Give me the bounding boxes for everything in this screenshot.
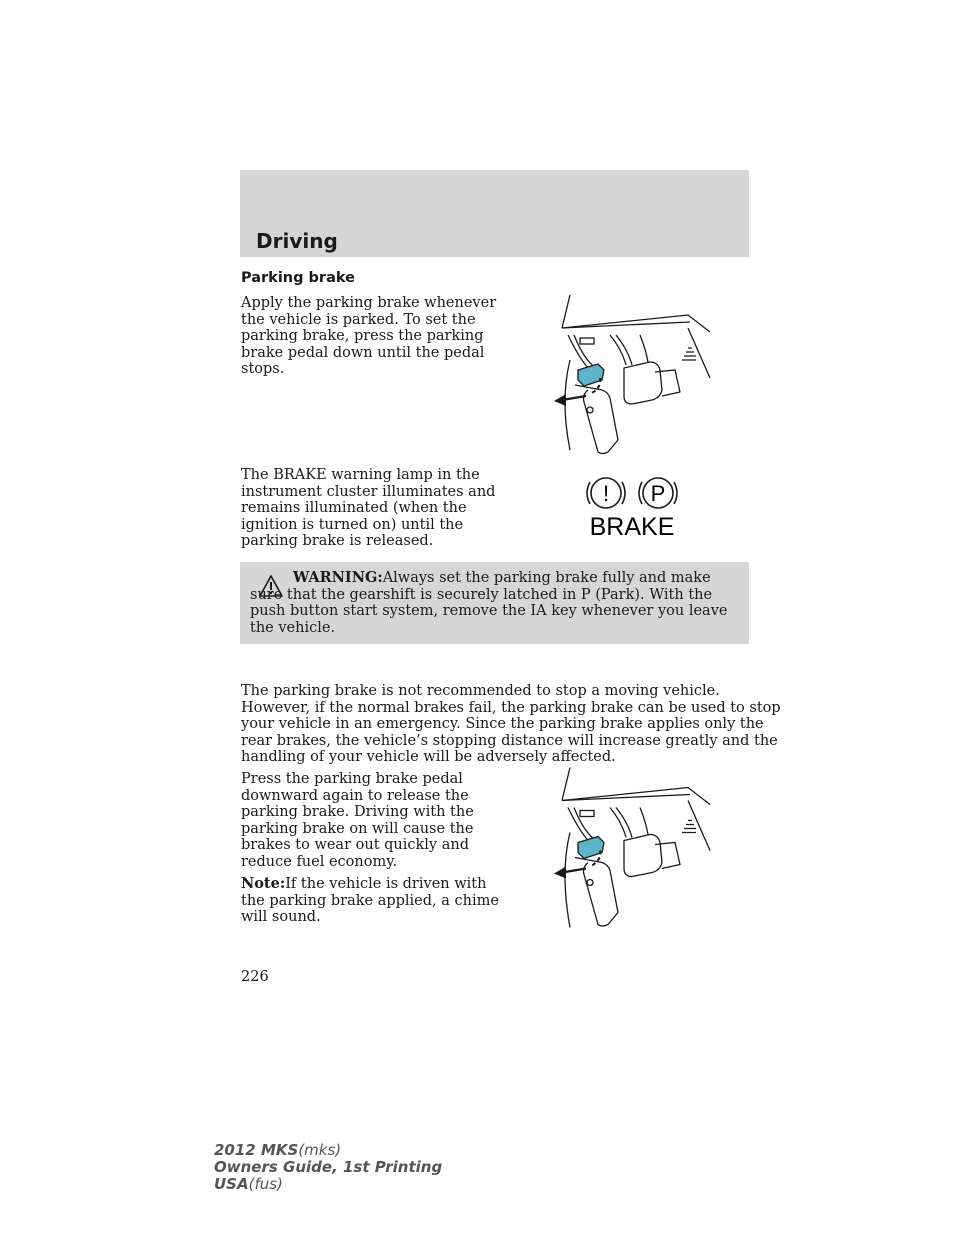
footer-market-code: (fus) — [248, 1175, 283, 1193]
note-line: If the vehicle is driven with — [285, 876, 487, 892]
release-line: Press the parking brake pedal — [241, 771, 463, 787]
release-line: brakes to wear out quickly and — [241, 837, 469, 854]
apply-line: the vehicle is parked. To set the — [241, 311, 476, 328]
lamp-line: remains illuminated (when the — [241, 500, 467, 517]
release-line: parking brake. Driving with the — [241, 804, 474, 821]
section-heading: Parking brake — [241, 270, 355, 286]
footer-model-code: (mks) — [298, 1141, 342, 1159]
parking-brake-pedal-illustration-release — [540, 760, 720, 935]
moving-line: rear brakes, the vehicle’s stopping distance will increase greatly and the — [241, 732, 778, 749]
lamp-line: ignition is turned on) until the — [241, 516, 464, 533]
footer-guide: Owners Guide, 1st Printing — [214, 1158, 443, 1176]
note-label: Note: — [241, 875, 286, 892]
apply-line: Apply the parking brake whenever — [241, 295, 497, 311]
brake-label: BRAKE — [589, 513, 675, 541]
parking-brake-pedal-illustration — [540, 290, 720, 460]
warning-body: Always set the parking brake fully and make sure that the gearshift is securely latched in P (Park). With the push button start system, remove the IA key whenever you leave the vehicle. — [250, 570, 728, 636]
apply-line: parking brake, press the parking — [241, 328, 484, 345]
note-line: will sound. — [241, 909, 321, 926]
moving-line: handling of your vehicle will be adversely affected. — [241, 749, 616, 766]
apply-line: stops. — [241, 361, 285, 378]
footer-market: USA — [214, 1175, 249, 1193]
page-number: 226 — [241, 969, 269, 985]
park-symbol: P — [650, 481, 666, 506]
release-line: reduce fuel economy. — [241, 853, 398, 870]
lamp-line: parking brake is released. — [241, 533, 434, 550]
apply-paragraph — [241, 295, 496, 378]
apply-line: brake pedal down until the pedal — [241, 344, 485, 361]
moving-line: However, if the normal brakes fail, the parking brake can be used to stop — [241, 699, 781, 716]
moving-line: your vehicle in an emergency. Since the parking brake applies only the — [241, 716, 764, 733]
section-title: Driving — [256, 229, 338, 253]
moving-vehicle-paragraph — [241, 683, 781, 766]
lamp-paragraph — [241, 467, 495, 550]
footer-model: 2012 MKS — [214, 1141, 299, 1159]
release-line: downward again to release the — [241, 787, 469, 804]
lamp-line: instrument cluster illuminates and — [241, 483, 496, 500]
warning-text — [250, 570, 738, 636]
lamp-line: The BRAKE warning lamp in the — [241, 467, 480, 483]
brake-warning-lamp-icon — [580, 473, 684, 543]
exclamation-symbol: ! — [602, 481, 610, 506]
warning-label: WARNING: — [293, 569, 383, 586]
moving-line: The parking brake is not recommended to stop a moving vehicle. — [241, 683, 720, 699]
note-line: the parking brake applied, a chime — [241, 892, 499, 909]
note-paragraph — [241, 876, 499, 926]
release-paragraph — [241, 771, 474, 871]
print-footer — [214, 1142, 442, 1193]
release-line: parking brake on will cause the — [241, 820, 474, 837]
